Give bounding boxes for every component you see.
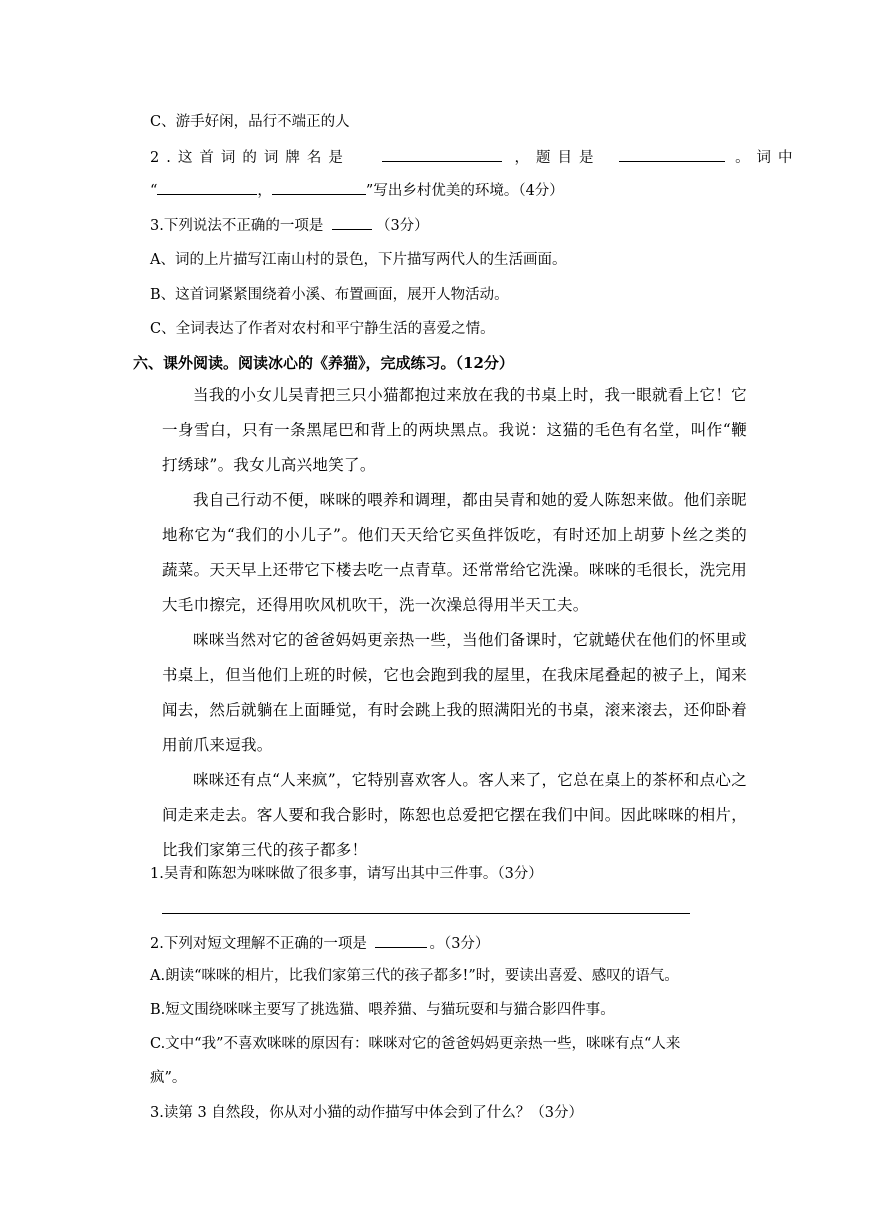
question-3-option-c: C、全词表达了作者对农村和平宁静生活的喜爱之情。 <box>150 321 495 337</box>
question-3-option-a: A、词的上片描写江南山村的景色，下片描写两代人的生活画面。 <box>150 252 567 268</box>
question-3-option-b: B、这首词紧紧围绕着小溪、布置画面，展开人物活动。 <box>150 287 509 303</box>
reading-paragraph-1: 当我的小女儿吴青把三只小猫都抱过来放在我的书桌上时，我一眼就看上它！它一身雪白，只有一条黑尾巴和背上的两块黑点。我说：这猫的毛色有名堂，叫作“鞭打绣球”。我女儿高兴地笑了。 <box>162 386 747 474</box>
answer-line-1[interactable] <box>162 913 690 914</box>
question-2-title-text: ，题目是 <box>514 150 601 166</box>
reading-question-2-option-b: B.短文围绕咪咪主要写了挑选猫、喂养猫、与猫玩耍和与猫合影四件事。 <box>150 1002 615 1018</box>
question-2-line-2 <box>150 180 564 201</box>
reading-paragraph-3: 咪咪当然对它的爸爸妈妈更亲热一些，当他们备课时，它就蜷伏在他们的怀里或书桌上，但当他们上班的时候，它也会跑到我的屋里，在我床尾叠起的被子上，闻来闻去，然后就躺在上面睡觉，有时会跳上我的照满阳光的书桌，滚来滚去，还仰卧着用前爪来逗我。 <box>162 631 747 754</box>
open-quote: “ <box>150 183 158 199</box>
question-3-line <box>150 215 429 236</box>
cipai-blank[interactable] <box>382 147 502 162</box>
phrase-blank-2[interactable] <box>272 180 366 195</box>
comma: ， <box>257 183 272 199</box>
question-3-score: （3分） <box>375 218 429 234</box>
reading-question-2 <box>150 933 489 954</box>
section-6-heading: 六、课外阅读。阅读冰心的《养猫》，完成练习。（12分） <box>133 354 514 372</box>
question-2-line-1 <box>150 147 800 168</box>
reading-question-2-score: 。（3分） <box>429 936 490 952</box>
reading-question-2-option-a: A.朗读“咪咪的相片，比我们家第三代的孩子都多!”时，要读出喜爱、感叹的语气。 <box>150 968 679 984</box>
reading-paragraph-2: 我自己行动不便，咪咪的喂养和调理，都由吴青和她的爱人陈恕来做。他们亲昵地称它为“我们的小儿子”。他们天天给它买鱼拌饭吃，有时还加上胡萝卜丝之类的蔬菜。天天早上还带它下楼去吃一点青草。还常常给它洗澡。咪咪的毛很长，洗完用大毛巾擦完，还得用吹风机吹干，洗一次澡总得用半天工夫。 <box>162 491 747 614</box>
question-2-tail-text: 。词中 <box>735 150 800 166</box>
title-blank[interactable] <box>619 147 725 162</box>
reading-paragraph-4: 咪咪还有点“人来疯”，它特别喜欢客人。客人来了，它总在桌上的茶杯和点心之间走来走去。客人要和我合影时，陈恕也总爱把它摆在我们中间。因此咪咪的相片，比我们家第三代的孩子都多！ <box>162 771 747 859</box>
option-c-previous: C、游手好闲，品行不端正的人 <box>150 114 350 130</box>
phrase-blank-1[interactable] <box>157 180 257 195</box>
reading-question-1: 1.吴青和陈恕为咪咪做了很多事，请写出其中三件事。（3分） <box>150 866 543 882</box>
reading-question-2-blank[interactable] <box>375 933 427 948</box>
question-2-text: 2.这首词的词牌名是 <box>150 150 350 166</box>
reading-question-2-option-c-line-2: 疯”。 <box>150 1070 187 1086</box>
reading-question-2-text: 2.下列对短文理解不正确的一项是 <box>150 936 367 952</box>
question-3-blank[interactable] <box>332 215 372 230</box>
reading-question-3: 3.读第 3 自然段，你从对小猫的动作描写中体会到了什么？（3分） <box>150 1105 584 1121</box>
question-2-line-2-tail: ”写出乡村优美的环境。（4分） <box>365 183 564 199</box>
reading-question-2-option-c-line-1: C.文中“我”不喜欢咪咪的原因有：咪咪对它的爸爸妈妈更亲热一些，咪咪有点“人来 <box>150 1036 681 1052</box>
question-3-text: 3.下列说法不正确的一项是 <box>150 218 324 234</box>
